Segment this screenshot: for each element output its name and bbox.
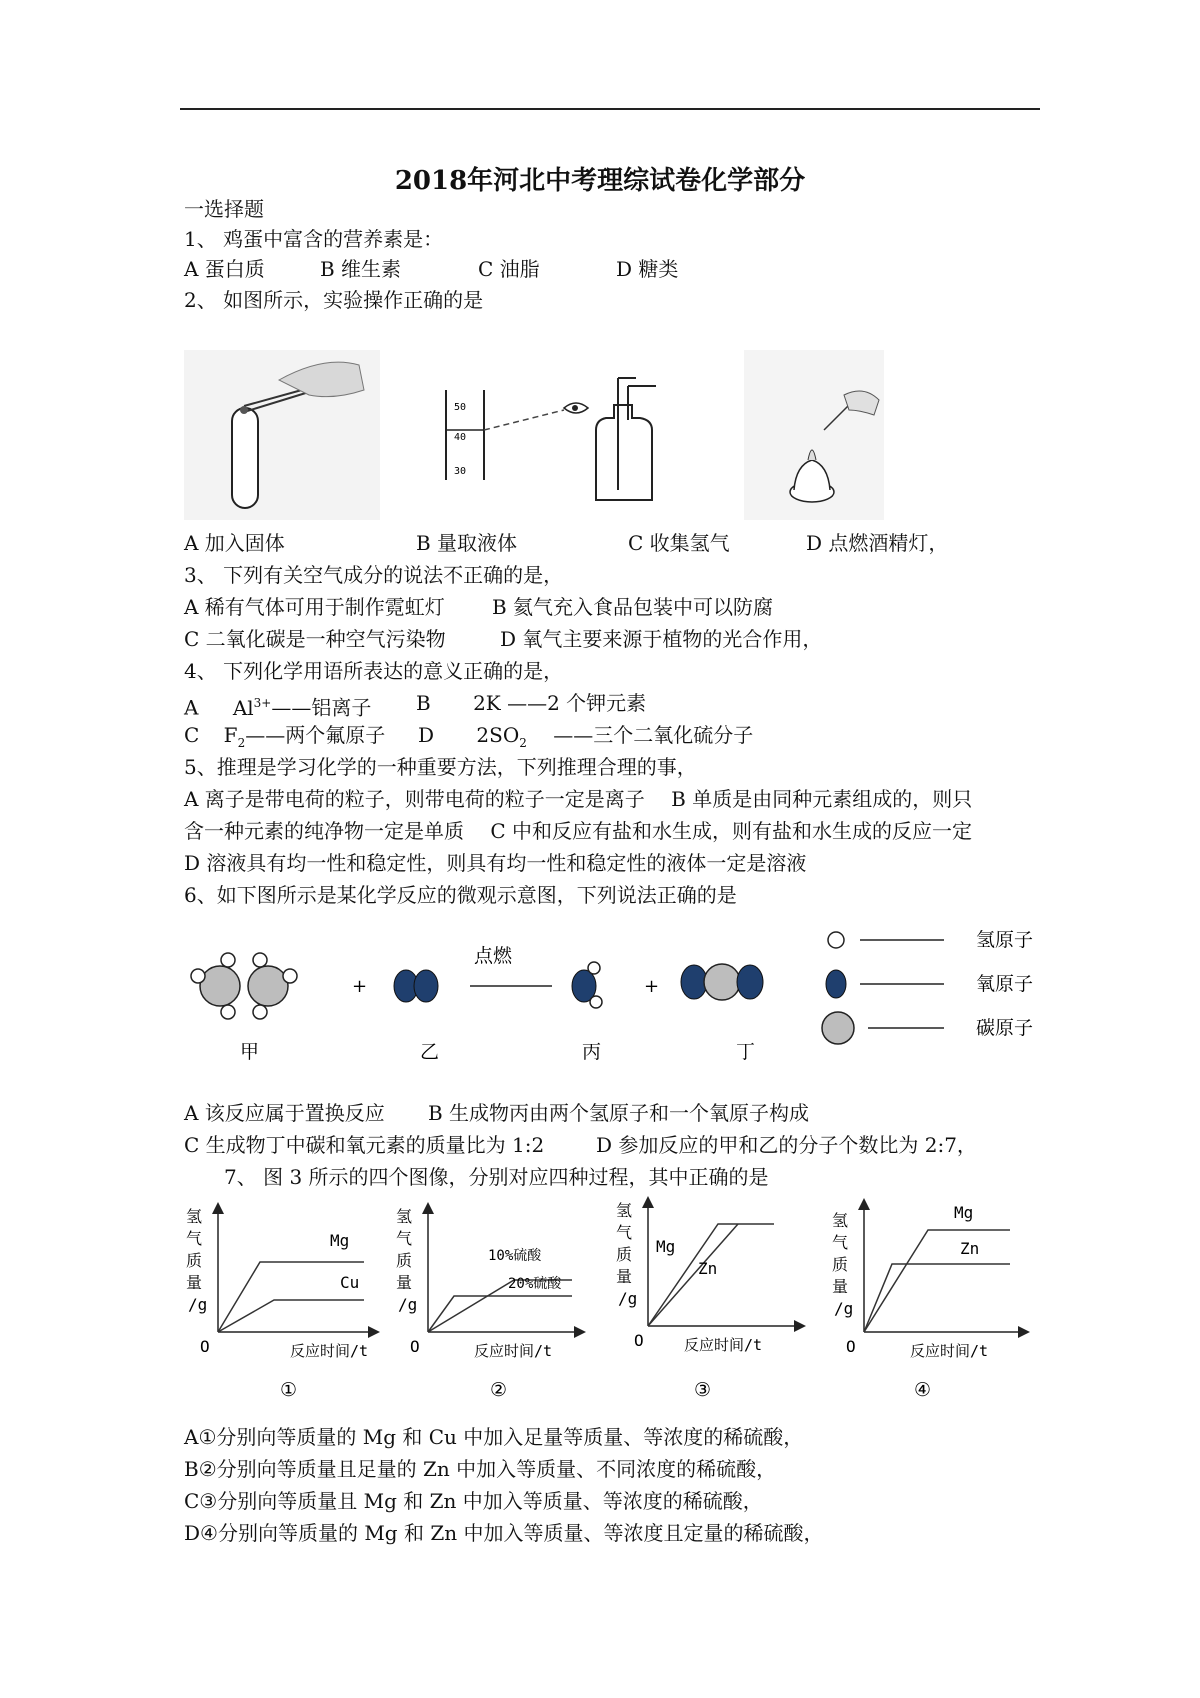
q4-b-letter: B (416, 691, 431, 715)
g1-number: ① (280, 1379, 298, 1401)
q4-c-symbol: F (223, 723, 238, 747)
label-jia: 甲 (240, 1041, 260, 1063)
g1-ylabel-4: /g (188, 1295, 208, 1314)
q4-d-letter: D (418, 723, 435, 747)
molecule-jia (191, 953, 297, 1019)
q1-option-a: A 蛋白质 (184, 257, 265, 281)
q7-option-b: B②分别向等质量且足量的 Zn 中加入等质量、不同浓度的稀硫酸， (184, 1457, 777, 1481)
g1-ylabel-2: 质 (186, 1251, 203, 1270)
g2-ylabel-0: 氢 (396, 1207, 413, 1226)
q5-stem: 5、推理是学习化学的一种重要方法，下列推理合理的事， (184, 755, 697, 779)
q7-graphs (184, 1196, 1044, 1406)
oxygen-atom-icon (826, 970, 846, 998)
q4-c-letter: C (184, 723, 200, 747)
q2-figures (184, 350, 974, 520)
q6-stem: 6、如下图所示是某化学反应的微观示意图，下列说法正确的是 (184, 883, 737, 907)
label-bing: 丙 (582, 1041, 602, 1063)
header-rule (180, 108, 1040, 110)
g1-origin: O (200, 1337, 210, 1356)
legend-hydrogen (828, 929, 1033, 951)
g2-ylabel-4: /g (398, 1295, 418, 1314)
q7-option-a: A①分别向等质量的 Mg 和 Cu 中加入足量等质量、等浓度的稀硫酸， (184, 1425, 804, 1449)
g4-label-mg: Mg (954, 1203, 974, 1222)
label-yi: 乙 (420, 1041, 440, 1063)
molecule-bing (572, 962, 602, 1008)
q4-a-letter: A (184, 695, 199, 720)
hydrogen-atom-icon (828, 932, 844, 948)
q6-option-d: D 参加反应的甲和乙的分子个数比为 2:7， (596, 1133, 977, 1157)
graph-4 (832, 1203, 1024, 1401)
g4-ylabel-0: 氢 (832, 1211, 849, 1230)
q4-c-sub: 2 (237, 736, 246, 750)
legend-oxygen-label: 氧原子 (976, 973, 1034, 995)
g2-ylabel-3: 量 (396, 1273, 413, 1292)
q5-line-3: D 溶液具有均一性和稳定性，则具有均一性和稳定性的液体一定是溶液 (184, 851, 807, 875)
gas-collection-bottle-figure (596, 378, 656, 500)
q1-option-d: D 糖类 (616, 257, 679, 281)
carbon-atom-icon (822, 1012, 854, 1044)
g4-origin: O (846, 1337, 856, 1356)
alcohol-lamp-figure (744, 350, 884, 520)
q3-option-b: B 氦气充入食品包装中可以防腐 (492, 595, 774, 619)
q7-stem: 7、 图 3 所示的四个图像，分别对应四种过程，其中正确的是 (224, 1165, 769, 1189)
q7-option-c: C③分别向等质量且 Mg 和 Zn 中加入等质量、等浓度的稀硫酸， (184, 1489, 763, 1513)
g1-ylabel-1: 气 (186, 1229, 203, 1248)
g1-label-mg: Mg (330, 1231, 350, 1250)
legend-carbon-label: 碳原子 (976, 1017, 1034, 1039)
g2-label-10pct: 10%硫酸 (488, 1248, 542, 1264)
legend-hydrogen-label: 氢原子 (976, 929, 1034, 951)
g3-ylabel-3: 量 (616, 1267, 633, 1286)
q6-reaction-diagram (184, 920, 1044, 1070)
section-heading: 一选择题 (184, 197, 264, 221)
q4-a-symbol: Al (232, 695, 254, 720)
g2-origin: O (410, 1337, 420, 1356)
q4-option-b (416, 690, 646, 716)
q3-option-c: C 二氧化碳是一种空气污染物 (184, 627, 446, 651)
q4-a-text: ——铝离子 (271, 695, 372, 720)
tube-adding-solid-figure (184, 350, 380, 520)
graph-2 (396, 1207, 580, 1401)
q4-option-a (184, 690, 371, 721)
g3-xlabel: 反应时间/t (684, 1336, 763, 1354)
g2-20pct-line (428, 1296, 572, 1332)
q2-option-d: D 点燃酒精灯， (806, 531, 949, 555)
g2-ylabel-1: 气 (396, 1229, 413, 1248)
g1-cu-line (218, 1300, 364, 1332)
g4-ylabel-3: 量 (832, 1277, 849, 1296)
legend-carbon (822, 1012, 1033, 1044)
q6-option-c: C 生成物丁中碳和氧元素的质量比为 1:2 (184, 1133, 545, 1157)
g1-ylabel-3: 量 (186, 1273, 203, 1292)
cylinder-tick-30: 30 (454, 466, 467, 477)
q2-option-a: A 加入固体 (184, 531, 285, 555)
q2-stem: 2、 如图所示，实验操作正确的是 (184, 288, 484, 312)
page-title: 2018年河北中考理综试卷化学部分 (394, 166, 806, 196)
reaction-condition: 点燃 (474, 945, 513, 967)
molecule-yi (394, 970, 438, 1002)
g1-ylabel-0: 氢 (186, 1207, 203, 1226)
q4-a-sup: 3+ (253, 696, 272, 710)
q7-option-d: D④分别向等质量的 Mg 和 Zn 中加入等质量、等浓度且定量的稀硫酸， (184, 1521, 824, 1545)
g3-ylabel-0: 氢 (616, 1201, 633, 1220)
q6-option-b: B 生成物丙由两个氢原子和一个氧原子构成 (428, 1101, 810, 1125)
q4-d-sub: 2 (519, 736, 527, 750)
g4-ylabel-2: 质 (832, 1255, 849, 1274)
q1-option-b: B 维生素 (320, 257, 402, 281)
q4-option-c (184, 722, 385, 756)
legend-oxygen (826, 970, 1033, 998)
g1-xlabel: 反应时间/t (290, 1342, 369, 1360)
g2-xlabel: 反应时间/t (474, 1342, 553, 1360)
q4-d-symbol: 2SO (476, 723, 520, 747)
graph-1 (186, 1207, 374, 1401)
q4-option-d (418, 722, 753, 756)
q1-option-c: C 油脂 (478, 257, 540, 281)
plus-sign-1: + (352, 976, 368, 997)
g2-label-20pct: 20%硫酸 (508, 1276, 562, 1292)
q4-d-text: ——三个二氧化硫分子 (553, 723, 754, 747)
g1-label-cu: Cu (340, 1273, 360, 1292)
q3-stem: 3、 下列有关空气成分的说法不正确的是， (184, 563, 564, 587)
q4-stem: 4、 下列化学用语所表达的意义正确的是， (184, 659, 564, 683)
g3-ylabel-2: 质 (616, 1245, 633, 1264)
g4-xlabel: 反应时间/t (910, 1342, 989, 1360)
g4-label-zn: Zn (960, 1239, 980, 1258)
plus-sign-2: + (644, 976, 660, 997)
g3-label-zn: Zn (698, 1259, 718, 1278)
g3-origin: O (634, 1331, 644, 1350)
graph-3 (616, 1201, 800, 1401)
q2-option-b: B 量取液体 (416, 531, 518, 555)
cylinder-tick-50: 50 (454, 402, 467, 413)
g4-ylabel-1: 气 (832, 1233, 849, 1252)
cylinder-tick-40: 40 (454, 432, 467, 443)
g3-label-mg: Mg (656, 1237, 676, 1256)
q5-line-1: A 离子是带电荷的粒子，则带电荷的粒子一定是离子 B 单质是由同种元素组成的，则只 (184, 787, 973, 811)
q1-stem: 1、 鸡蛋中富含的营养素是： (184, 227, 444, 251)
g3-number: ③ (694, 1379, 712, 1401)
q3-option-a: A 稀有气体可用于制作霓虹灯 (184, 595, 445, 619)
molecule-ding (681, 964, 763, 1000)
g2-number: ② (490, 1379, 508, 1401)
q4-b-symbol: 2K (473, 691, 501, 715)
g4-mg-line (864, 1230, 1010, 1332)
q2-option-c: C 收集氢气 (628, 531, 730, 555)
q5-line-2: 含一种元素的纯净物一定是单质 C 中和反应有盐和水生成，则有盐和水生成的反应一定 (184, 819, 973, 843)
g2-ylabel-2: 质 (396, 1251, 413, 1270)
label-ding: 丁 (736, 1041, 756, 1063)
q6-option-a: A 该反应属于置换反应 (184, 1101, 385, 1125)
q4-c-text: ——两个氟原子 (245, 723, 386, 747)
g3-ylabel-1: 气 (616, 1223, 633, 1242)
g3-ylabel-4: /g (618, 1289, 638, 1308)
g4-number: ④ (914, 1379, 932, 1401)
q3-option-d: D 氧气主要来源于植物的光合作用， (500, 627, 823, 651)
graduated-cylinder-figure (446, 390, 588, 480)
q4-b-text: ——2 个钾元素 (507, 691, 647, 715)
g4-ylabel-4: /g (834, 1299, 854, 1318)
